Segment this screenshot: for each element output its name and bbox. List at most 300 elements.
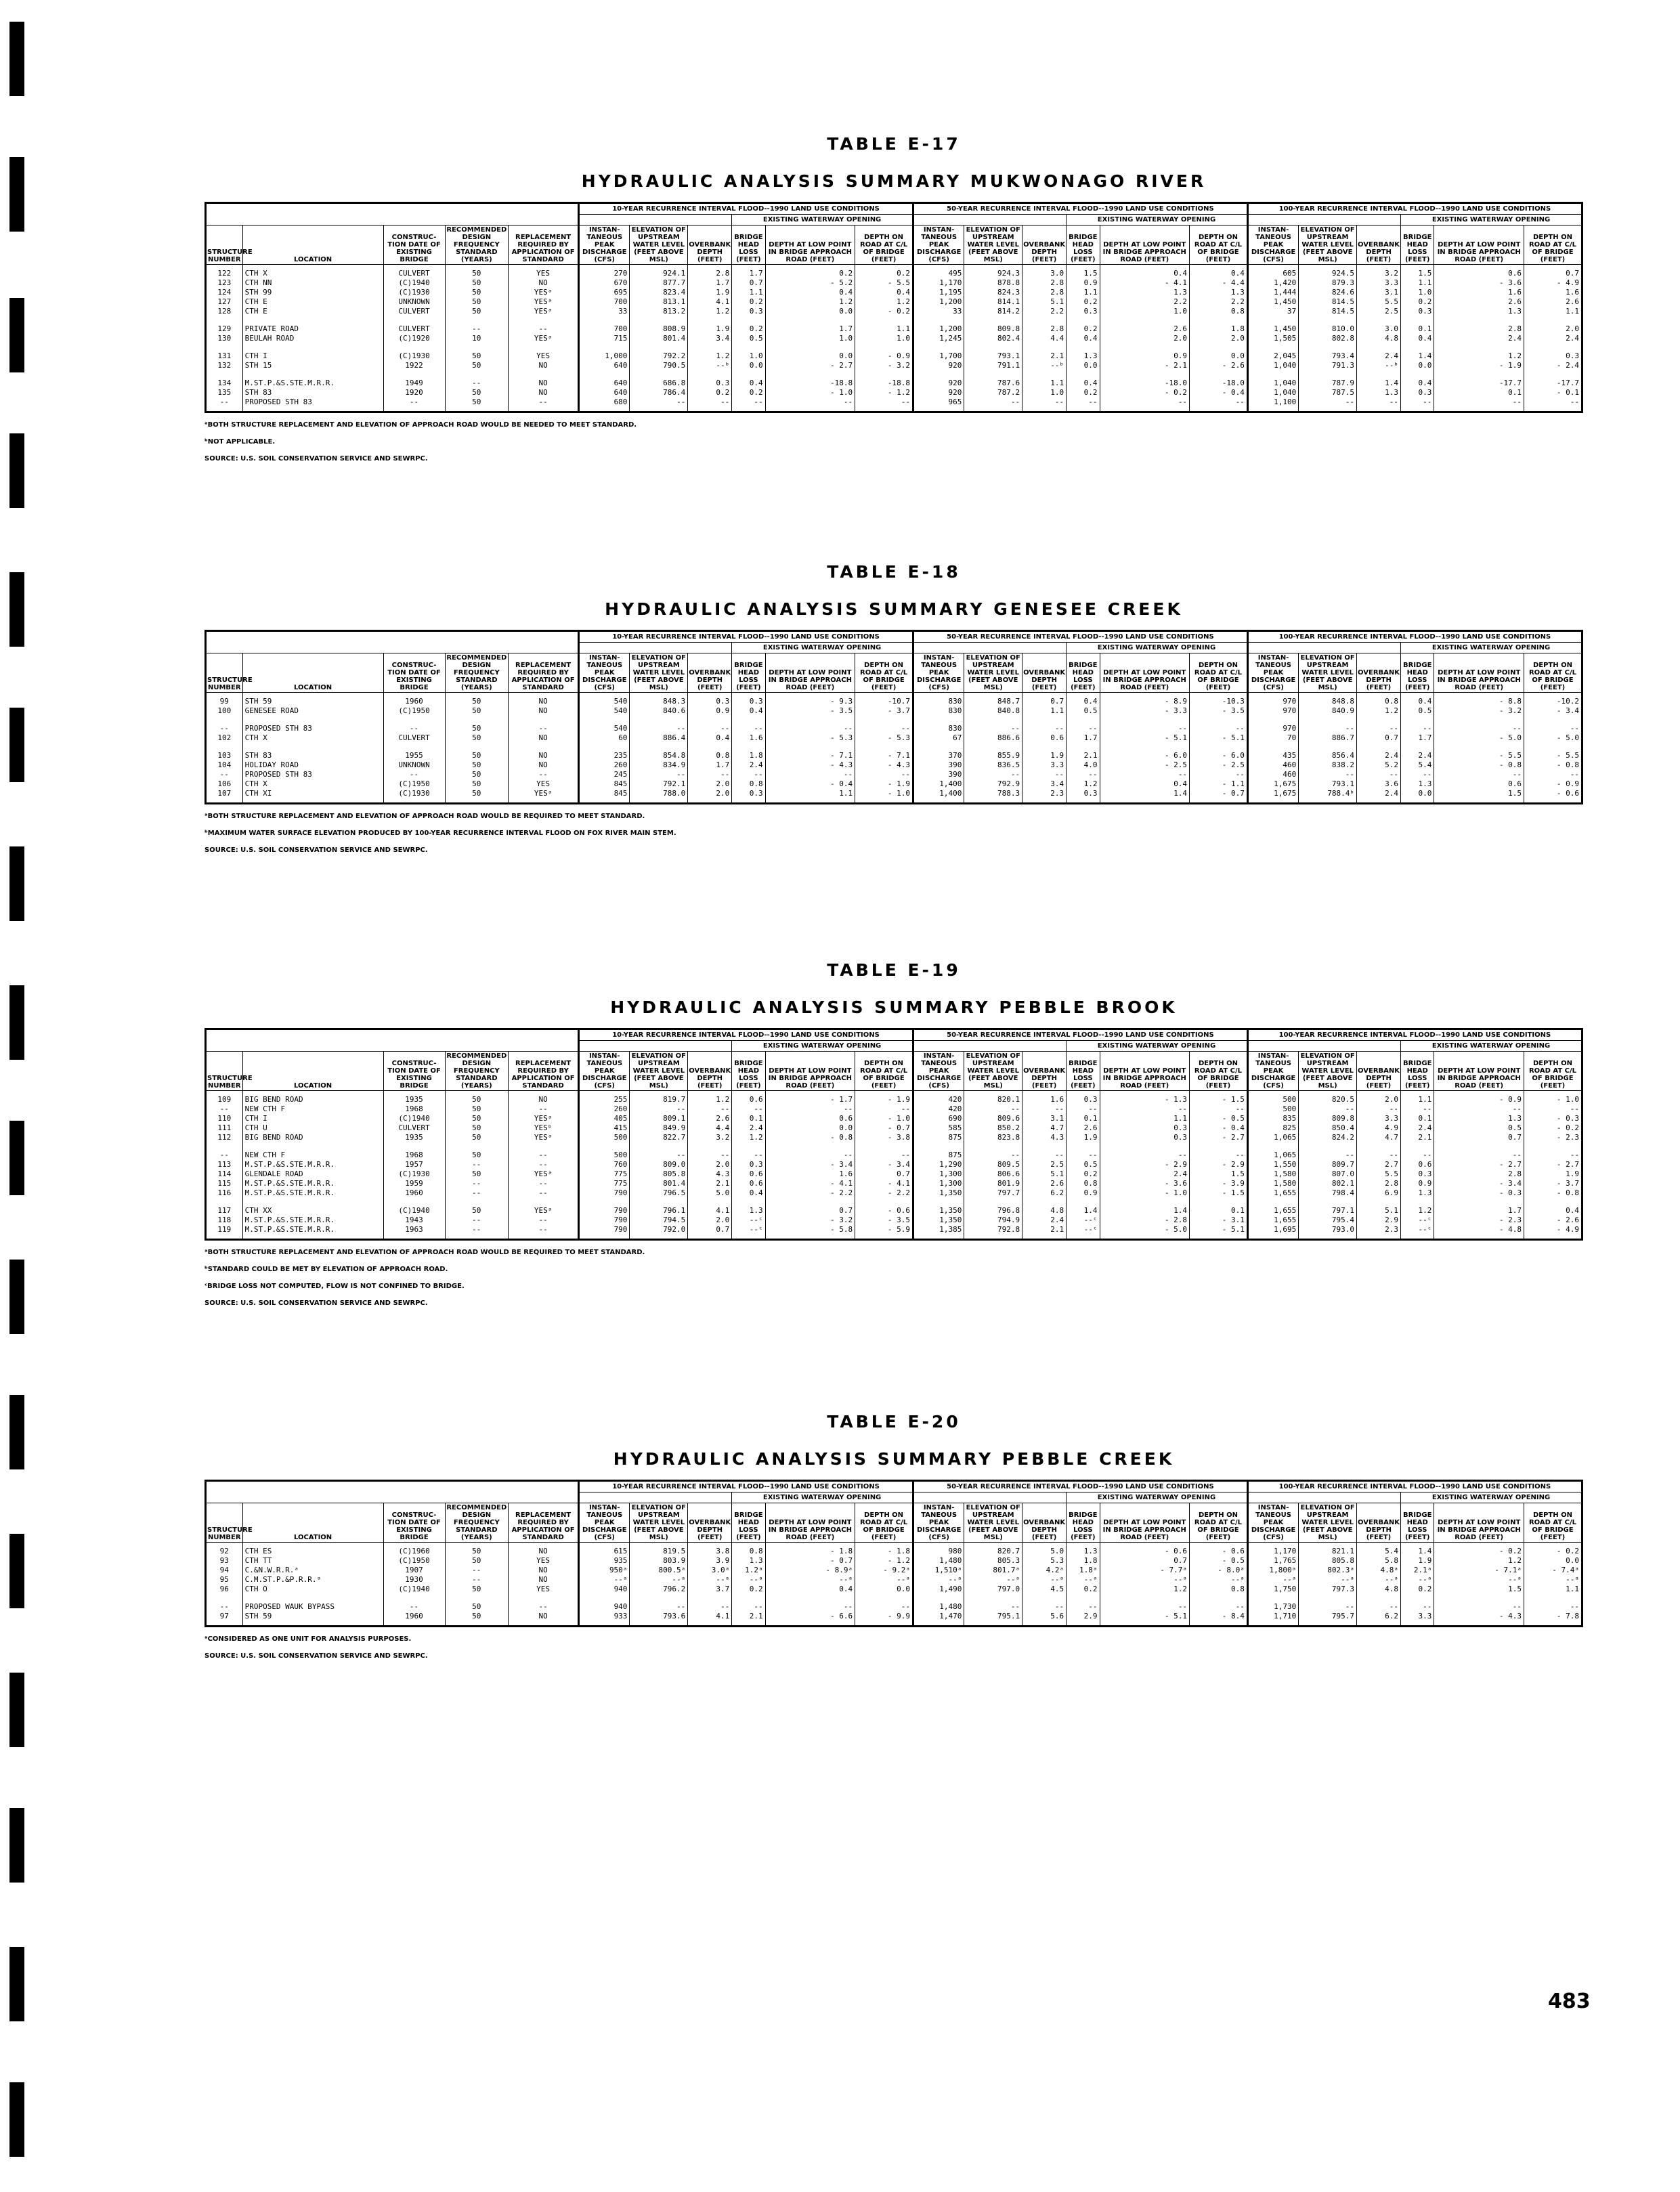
table-cell: --: [630, 770, 688, 779]
table-cell: --: [1434, 724, 1524, 733]
table-cell: 809.0: [630, 1160, 688, 1169]
table-cell: 1.6: [1022, 1091, 1067, 1105]
binder-hole: [9, 985, 24, 1060]
table-cell: - 5.1: [1100, 733, 1190, 743]
table-cell: 2.2: [1100, 297, 1190, 307]
table-cell: 802.8: [1299, 334, 1357, 343]
existing-opening-header: EXISTING WATERWAY OPENING: [1067, 1041, 1248, 1052]
table-cell: 97: [206, 1612, 243, 1627]
table-cell: --: [509, 1151, 579, 1160]
table-cell: 820.5: [1299, 1091, 1357, 1105]
table-cell: 2.8: [1357, 1179, 1401, 1188]
header-spacer: [206, 215, 579, 225]
table-cell: --: [1100, 1151, 1190, 1160]
table-cell: 2.3: [1022, 789, 1067, 804]
table-cell: CULVERT: [383, 1123, 445, 1133]
table-cell: 820.1: [964, 1091, 1022, 1105]
table-cell: 92: [206, 1543, 243, 1557]
table-cell: 2.4: [1022, 1216, 1067, 1225]
table-cell: --: [765, 1602, 855, 1612]
table-cell: - 2.4: [1524, 361, 1582, 370]
table-cell: 886.6: [964, 733, 1022, 743]
table-cell: CULVERT: [383, 307, 445, 316]
table-cell: 2.1: [1022, 351, 1067, 361]
table-cell: 131: [206, 351, 243, 361]
flood-group-header: 50-YEAR RECURRENCE INTERVAL FLOOD--1990 LAND USE CONDITIONS: [913, 1029, 1247, 1041]
table-cell: --: [1100, 770, 1190, 779]
header-spacer: [579, 1041, 732, 1052]
table-cell: 700: [579, 324, 630, 334]
table-cell: 0.6: [732, 1179, 765, 1188]
binder-hole: [9, 708, 24, 782]
table-cell: UNKNOWN: [383, 760, 445, 770]
flood-group-header: 100-YEAR RECURRENCE INTERVAL FLOOD--1990 LAND USE CONDITIONS: [1247, 1029, 1582, 1041]
table-cell: --: [1190, 1104, 1248, 1114]
table-cell: 1.2: [765, 297, 855, 307]
table-cell: - 3.4: [1524, 706, 1582, 716]
existing-opening-header: EXISTING WATERWAY OPENING: [1401, 1041, 1582, 1052]
table-cell: --: [509, 1188, 579, 1198]
table-cell: NO: [509, 1575, 579, 1585]
table-cell: 0.3: [1401, 388, 1434, 397]
table-cell: 0.7: [1357, 733, 1401, 743]
binder-hole: [9, 298, 24, 372]
table-cell: YES: [509, 779, 579, 789]
footnote: SOURCE: U.S. SOIL CONSERVATION SERVICE AND SEWRPC.: [204, 455, 428, 463]
table-cell: 1.1: [1401, 1091, 1434, 1105]
table-footnotes: [204, 421, 1583, 463]
table-cell: 50: [445, 724, 509, 733]
table-cell: 2.1: [688, 1179, 732, 1188]
table-cell: 814.2: [964, 307, 1022, 316]
column-header-discharge: INSTAN- TANEOUS PEAK DISCHARGE (CFS): [579, 225, 630, 265]
table-cell: --: [855, 724, 913, 733]
table-cell: 540: [579, 724, 630, 733]
table-cell: 850.2: [964, 1123, 1022, 1133]
column-header-elevation: ELEVATION OF UPSTREAM WATER LEVEL (FEET ABOVE MSL): [630, 225, 688, 265]
table-row: [206, 388, 1582, 397]
table-cell: 0.2: [688, 388, 732, 397]
table-cell: - 2.8: [1100, 1216, 1190, 1225]
table-cell: 50: [445, 693, 509, 707]
footnote: SOURCE: U.S. SOIL CONSERVATION SERVICE AND SEWRPC.: [204, 1299, 428, 1307]
table-cell: 50: [445, 351, 509, 361]
table-cell: 128: [206, 307, 243, 316]
column-header-depth-low-point: DEPTH AT LOW POINT IN BRIDGE APPROACH ROAD (FEET): [765, 1052, 855, 1091]
table-cell: --: [1524, 770, 1582, 779]
table-cell: - 0.9: [855, 351, 913, 361]
table-cell: 1.4: [1100, 789, 1190, 804]
table-cell: 788.3: [964, 789, 1022, 804]
column-header-overbank: OVERBANK DEPTH (FEET): [1022, 225, 1067, 265]
table-cell: 5.4: [1401, 760, 1434, 770]
table-row: [206, 1216, 1582, 1225]
column-header-location: LOCATION: [242, 1052, 383, 1091]
table-cell: (C)1940: [383, 278, 445, 288]
column-header-construction-date: CONSTRUC- TION DATE OF EXISTING BRIDGE: [383, 1052, 445, 1091]
table-block: [204, 134, 1583, 472]
table-cell: 1,505: [1247, 334, 1298, 343]
table-cell: 1.4: [1401, 1543, 1434, 1557]
table-cell: 793.1: [1299, 779, 1357, 789]
table-cell: YESᵃ: [509, 1133, 579, 1142]
table-cell: --: [1524, 1104, 1582, 1114]
column-header-depth-low-point: DEPTH AT LOW POINT IN BRIDGE APPROACH ROAD (FEET): [1100, 1052, 1190, 1091]
table-cell: PROPOSED WAUK BYPASS: [242, 1602, 383, 1612]
column-header-elevation: ELEVATION OF UPSTREAM WATER LEVEL (FEET ABOVE MSL): [1299, 225, 1357, 265]
table-cell: - 1.2: [855, 1556, 913, 1566]
binder-hole: [9, 572, 24, 647]
table-cell: 0.8: [1067, 1179, 1100, 1188]
table-cell: 805.8: [630, 1169, 688, 1179]
table-cell: 0.4: [1401, 334, 1434, 343]
table-cell: 2.5: [1357, 307, 1401, 316]
table-cell: 390: [913, 760, 964, 770]
table-cell: --ᵃ: [913, 1575, 964, 1585]
table-cell: --: [630, 1104, 688, 1114]
table-cell: - 3.2: [1434, 706, 1524, 716]
table-cell: 1,350: [913, 1216, 964, 1225]
table-cell: - 2.7: [1190, 1133, 1248, 1142]
column-header-elevation: ELEVATION OF UPSTREAM WATER LEVEL (FEET ABOVE MSL): [630, 653, 688, 693]
column-header-elevation: ELEVATION OF UPSTREAM WATER LEVEL (FEET ABOVE MSL): [964, 653, 1022, 693]
table-cell: 1,195: [913, 288, 964, 297]
table-cell: 0.2: [855, 265, 913, 279]
table-cell: --: [445, 1188, 509, 1198]
table-cell: 134: [206, 379, 243, 388]
column-header-elevation: ELEVATION OF UPSTREAM WATER LEVEL (FEET ABOVE MSL): [964, 1503, 1022, 1543]
table-cell: 495: [913, 265, 964, 279]
table-cell: - 8.9ᵃ: [765, 1566, 855, 1575]
table-cell: --: [1434, 1151, 1524, 1160]
table-cell: - 1.3: [1100, 1091, 1190, 1105]
table-cell: YES: [509, 265, 579, 279]
table-cell: 886.7: [1299, 733, 1357, 743]
table-cell: 1.2ᵃ: [732, 1566, 765, 1575]
table-cell: - 2.2: [765, 1188, 855, 1198]
table-cell: 802.3ᵃ: [1299, 1566, 1357, 1575]
table-cell: PRIVATE ROAD: [242, 324, 383, 334]
table-cell: 117: [206, 1206, 243, 1216]
table-cell: 114: [206, 1169, 243, 1179]
table-cell: 1930: [383, 1575, 445, 1585]
table-cell: 793.4: [1299, 351, 1357, 361]
table-cell: 0.3: [1524, 351, 1582, 361]
table-cell: NO: [509, 1543, 579, 1557]
table-cell: --: [1067, 724, 1100, 733]
table-cell: --ᵃ: [1067, 1575, 1100, 1585]
table-cell: - 0.2: [855, 307, 913, 316]
table-cell: --: [688, 770, 732, 779]
table-cell: 822.7: [630, 1133, 688, 1142]
row-spacer: [206, 1142, 1582, 1151]
table-cell: 1,730: [1247, 1602, 1298, 1612]
table-cell: 0.2: [1067, 1169, 1100, 1179]
table-row: [206, 1543, 1582, 1557]
table-cell: - 2.9: [1190, 1160, 1248, 1169]
column-header-location: LOCATION: [242, 1503, 383, 1543]
column-header-depth-low-point: DEPTH AT LOW POINT IN BRIDGE APPROACH ROAD (FEET): [765, 1503, 855, 1543]
table-cell: 1.2: [1434, 1556, 1524, 1566]
table-cell: PROPOSED STH 83: [242, 397, 383, 412]
table-cell: --: [509, 1225, 579, 1240]
table-cell: 50: [445, 770, 509, 779]
column-header-depth-cl: DEPTH ON ROAD AT C/L OF BRIDGE (FEET): [1190, 653, 1248, 693]
table-cell: CTH TT: [242, 1556, 383, 1566]
table-cell: 6.9: [1357, 1188, 1401, 1198]
table-cell: 435: [1247, 751, 1298, 760]
table-cell: 1,065: [1247, 1133, 1298, 1142]
table-cell: -18.0: [1100, 379, 1190, 388]
table-row: [206, 1160, 1582, 1169]
table-cell: -17.7: [1434, 379, 1524, 388]
table-cell: YESᵃ: [509, 334, 579, 343]
table-cell: 2.8: [1434, 324, 1524, 334]
table-cell: BIG BEND ROAD: [242, 1091, 383, 1105]
table-row: [206, 733, 1582, 743]
table-cell: 0.4: [732, 706, 765, 716]
table-cell: 3.3: [1401, 1612, 1434, 1627]
table-cell: 1907: [383, 1566, 445, 1575]
table-cell: 0.9: [1067, 278, 1100, 288]
table-cell: - 9.3: [765, 693, 855, 707]
table-cell: 0.0: [765, 307, 855, 316]
table-cell: 50: [445, 760, 509, 770]
table-cell: 1.0: [855, 334, 913, 343]
table-cell: 5.8: [1357, 1556, 1401, 1566]
table-cell: 0.9: [1100, 351, 1190, 361]
table-cell: --ᵃ: [1524, 1575, 1582, 1585]
table-cell: YESᵃ: [509, 789, 579, 804]
table-cell: --: [732, 1104, 765, 1114]
table-cell: YES: [509, 351, 579, 361]
existing-opening-header: EXISTING WATERWAY OPENING: [1401, 643, 1582, 653]
table-cell: --ᵃ: [732, 1575, 765, 1585]
table-cell: 920: [913, 388, 964, 397]
table-cell: - 2.6: [1190, 361, 1248, 370]
column-header-overbank: OVERBANK DEPTH (FEET): [688, 653, 732, 693]
table-cell: 33: [913, 307, 964, 316]
table-cell: --: [1357, 770, 1401, 779]
table-cell: - 1.9: [1434, 361, 1524, 370]
table-cell: --: [1299, 770, 1357, 779]
table-cell: -18.0: [1190, 379, 1248, 388]
table-cell: 0.2: [1067, 297, 1100, 307]
table-cell: 1.2: [688, 307, 732, 316]
table-cell: 0.2: [732, 388, 765, 397]
column-header-overbank: OVERBANK DEPTH (FEET): [1357, 225, 1401, 265]
table-cell: 2.4: [1434, 334, 1524, 343]
table-cell: --: [509, 1160, 579, 1169]
table-cell: - 3.7: [1524, 1179, 1582, 1188]
table-cell: --: [1524, 1602, 1582, 1612]
table-cell: - 5.8: [765, 1225, 855, 1240]
table-cell: --: [1022, 1104, 1067, 1114]
footnote: ᵇMAXIMUM WATER SURFACE ELEVATION PRODUCED BY 100-YEAR RECURRENCE INTERVAL FLOOD ON FOX RIVER MAIN STEM.: [204, 830, 676, 837]
table-cell: 1.4: [1067, 1206, 1100, 1216]
table-cell: - 3.4: [1434, 1179, 1524, 1188]
table-cell: - 3.5: [765, 706, 855, 716]
table-cell: - 0.5: [1190, 1114, 1248, 1123]
table-cell: (C)1940: [383, 1585, 445, 1594]
table-cell: 1,290: [913, 1160, 964, 1169]
column-header-overbank: OVERBANK DEPTH (FEET): [1022, 1503, 1067, 1543]
table-cell: - 0.9: [1524, 779, 1582, 789]
table-subtitle: HYDRAULIC ANALYSIS SUMMARY PEBBLE BROOK: [610, 997, 1178, 1017]
table-cell: 1.1: [1524, 307, 1582, 316]
column-header-elevation: ELEVATION OF UPSTREAM WATER LEVEL (FEET ABOVE MSL): [1299, 1503, 1357, 1543]
table-cell: 615: [579, 1543, 630, 1557]
table-cell: - 2.5: [1190, 760, 1248, 770]
table-cell: -18.8: [855, 379, 913, 388]
table-cell: 109: [206, 1091, 243, 1105]
table-cell: --: [1100, 397, 1190, 412]
table-cell: 2.0: [1190, 334, 1248, 343]
table-cell: --: [1067, 770, 1100, 779]
table-cell: 797.7: [964, 1188, 1022, 1198]
table-cell: PROPOSED STH 83: [242, 770, 383, 779]
table-cell: - 3.4: [855, 1160, 913, 1169]
table-cell: --: [855, 1151, 913, 1160]
table-cell: 1960: [383, 1188, 445, 1198]
table-cell: 6.2: [1357, 1612, 1401, 1627]
table-cell: --: [765, 1151, 855, 1160]
table-cell: 796.5: [630, 1188, 688, 1198]
column-header-head-loss: BRIDGE HEAD LOSS (FEET): [1067, 653, 1100, 693]
table-cell: 0.6: [1022, 733, 1067, 743]
table-cell: 795.7: [1299, 1612, 1357, 1627]
column-header-design-frequency: RECOMMENDED DESIGN FREQUENCY STANDARD (YEARS): [445, 225, 509, 265]
header-spacer: [206, 643, 579, 653]
flood-group-header: 100-YEAR RECURRENCE INTERVAL FLOOD--1990 LAND USE CONDITIONS: [1247, 203, 1582, 215]
table-cell: - 0.8: [1524, 760, 1582, 770]
table-cell: --: [630, 1602, 688, 1612]
table-cell: YESᵇ: [509, 1123, 579, 1133]
table-cell: 390: [913, 770, 964, 779]
table-cell: 0.4: [1067, 693, 1100, 707]
table-cell: 50: [445, 288, 509, 297]
table-cell: --: [509, 1104, 579, 1114]
table-cell: 796.1: [630, 1206, 688, 1216]
table-cell: --ᵃ: [855, 1575, 913, 1585]
table-cell: 809.8: [1299, 1114, 1357, 1123]
table-cell: --ᵃ: [1247, 1575, 1298, 1585]
table-cell: -10.2: [1524, 693, 1582, 707]
table-cell: - 4.9: [1524, 278, 1582, 288]
table-cell: 2.1ᵃ: [1401, 1566, 1434, 1575]
table-cell: - 3.6: [1434, 278, 1524, 288]
table-cell: 970: [1247, 706, 1298, 716]
table-cell: --: [445, 324, 509, 334]
table-cell: 1,480: [913, 1602, 964, 1612]
table-cell: 760: [579, 1160, 630, 1169]
table-cell: 801.4: [630, 334, 688, 343]
table-cell: 0.5: [732, 334, 765, 343]
table-cell: 798.4: [1299, 1188, 1357, 1198]
table-cell: 0.4: [688, 733, 732, 743]
table-cell: 848.7: [964, 693, 1022, 707]
column-header-head-loss: BRIDGE HEAD LOSS (FEET): [1401, 1503, 1434, 1543]
table-cell: 1.5: [1401, 265, 1434, 279]
row-spacer: [206, 343, 1582, 351]
table-cell: - 1.8: [765, 1543, 855, 1557]
table-cell: 0.6: [732, 1169, 765, 1179]
table-row: [206, 265, 1582, 279]
table-cell: - 1.2: [855, 388, 913, 397]
table-cell: 2.4: [1357, 789, 1401, 804]
table-cell: 793.0: [1299, 1225, 1357, 1240]
table-cell: 1.1: [765, 789, 855, 804]
footnote: ᵃCONSIDERED AS ONE UNIT FOR ANALYSIS PURPOSES.: [204, 1635, 412, 1643]
table-cell: --: [1022, 397, 1067, 412]
table-cell: 2.5: [1022, 1160, 1067, 1169]
table-cell: 2.4: [1357, 751, 1401, 760]
table-cell: 0.0: [855, 1585, 913, 1594]
table-cell: - 0.8: [765, 1133, 855, 1142]
column-header-head-loss: BRIDGE HEAD LOSS (FEET): [1067, 1503, 1100, 1543]
table-cell: 836.5: [964, 760, 1022, 770]
table-cell: 1.3: [1357, 388, 1401, 397]
table-cell: 2.0: [1357, 1091, 1401, 1105]
table-cell: 1.2: [1067, 779, 1100, 789]
table-cell: --: [206, 770, 243, 779]
column-header-construction-date: CONSTRUC- TION DATE OF EXISTING BRIDGE: [383, 653, 445, 693]
table-cell: 970: [1247, 693, 1298, 707]
table-cell: 132: [206, 361, 243, 370]
table-cell: --: [1434, 1602, 1524, 1612]
table-cell: 795.1: [964, 1612, 1022, 1627]
table-cell: - 7.1ᵃ: [1434, 1566, 1524, 1575]
table-cell: --: [630, 397, 688, 412]
table-cell: 790.5: [630, 361, 688, 370]
table-cell: 1.0: [732, 351, 765, 361]
table-cell: 1.1: [1067, 288, 1100, 297]
table-cell: - 4.1: [1100, 278, 1190, 288]
table-cell: 0.7: [688, 1225, 732, 1240]
table-cell: 792.0: [630, 1225, 688, 1240]
table-cell: 1,170: [913, 278, 964, 288]
column-header-construction-date: CONSTRUC- TION DATE OF EXISTING BRIDGE: [383, 225, 445, 265]
column-header-depth-cl: DEPTH ON ROAD AT C/L OF BRIDGE (FEET): [1524, 653, 1582, 693]
table-row: [206, 1188, 1582, 1198]
table-cell: 0.7: [732, 278, 765, 288]
table-cell: --: [206, 1602, 243, 1612]
table-cell: --: [1524, 1151, 1582, 1160]
table-cell: 5.5: [1357, 297, 1401, 307]
table-cell: --: [630, 1151, 688, 1160]
table-cell: - 5.0: [1524, 733, 1582, 743]
header-spacer: [206, 1481, 579, 1492]
table-cell: 0.7: [1100, 1556, 1190, 1566]
table-cell: --: [509, 1602, 579, 1612]
table-cell: 460: [1247, 770, 1298, 779]
column-header-replacement-required: REPLACEMENT REQUIRED BY APPLICATION OF STANDARD: [509, 225, 579, 265]
table-cell: 0.3: [688, 693, 732, 707]
table-cell: 715: [579, 334, 630, 343]
table-cell: 825: [1247, 1123, 1298, 1133]
table-cell: --: [688, 397, 732, 412]
table-cell: 2.0: [1524, 324, 1582, 334]
table-cell: 0.8: [688, 751, 732, 760]
table-cell: 2.8: [1022, 278, 1067, 288]
header-spacer: [206, 1492, 579, 1503]
header-spacer: [1247, 1492, 1400, 1503]
table-cell: 878.8: [964, 278, 1022, 288]
table-cell: 2.4: [1524, 334, 1582, 343]
table-cell: - 4.3: [1434, 1612, 1524, 1627]
table-cell: --ᵇ: [688, 361, 732, 370]
table-cell: 924.1: [630, 265, 688, 279]
